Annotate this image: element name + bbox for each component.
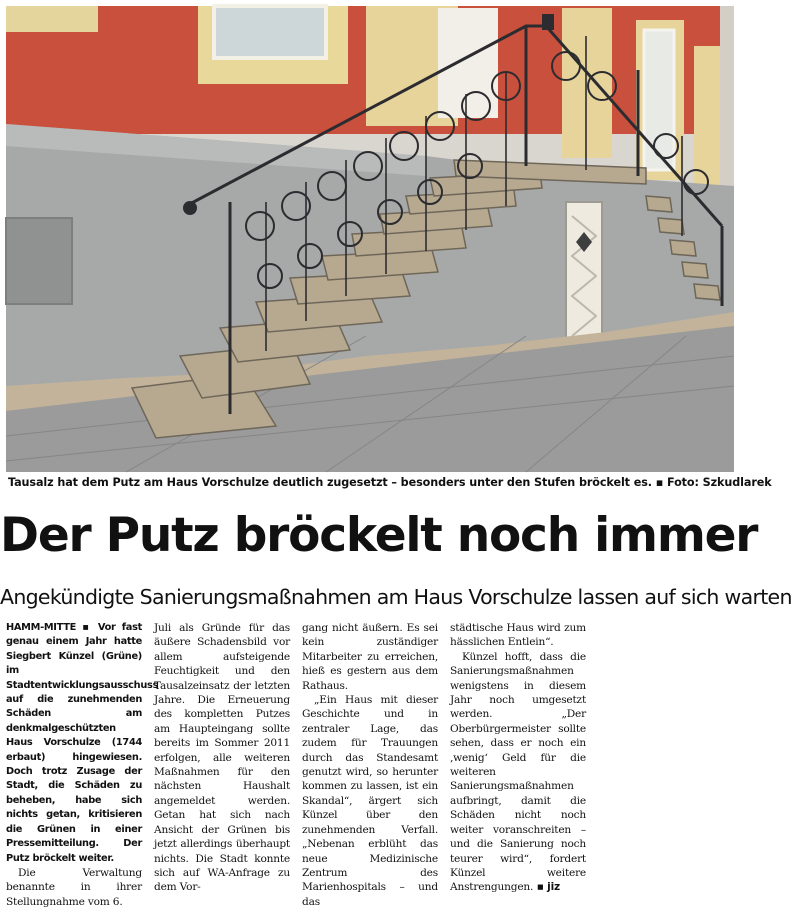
paragraph: städtische Haus wird zum hässlichen Entlein“. xyxy=(450,622,586,649)
staircase-illustration xyxy=(6,6,734,472)
article-subheadline: Angekündigte Sanierungsmaßnahmen am Haus Vorschulze lassen auf sich warten xyxy=(0,585,792,609)
paragraph: „Ein Haus mit dieser Geschichte und in zentraler Lage, das zudem für Trauungen durch das Standesamt genutzt wird, so herunter kommen zu lassen, ist ein Skandal“, ärgert sich Künzel über den zunehmenden Verfall. „Nebenan erblüht das neue Medizinische Zentrum des Marienhospitals – und das xyxy=(302,694,438,908)
photo-caption: Tausalz hat dem Putz am Haus Vorschulze deutlich zugesetzt – besonders unter den Stufen bröckelt es. ▪ Foto: Szkudlarek xyxy=(8,476,772,489)
paragraph-text: Künzel hofft, dass die Sanierungsmaßnahmen wenigstens in diesem Jahr noch umgesetzt werden. „Der Oberbürgermeister sollte sehen, dass er noch ein ‚wenig‘ Geld für die weiteren Sanierungsmaßnahmen aufbringt, damit die Schäden nicht noch weiter voranschreiten – und die Sanierung noch teurer wird“, fordert Künzel weitere Anstrengungen. xyxy=(450,650,586,894)
lead-paragraph xyxy=(6,621,159,866)
article-headline: Der Putz bröckelt noch immer xyxy=(0,508,758,563)
article-body xyxy=(6,621,736,908)
body-column-3 xyxy=(302,621,438,908)
paragraph xyxy=(450,650,586,895)
body-column-2 xyxy=(154,621,290,894)
body-column-4 xyxy=(450,621,586,894)
article-photo xyxy=(6,6,734,472)
dateline: HAMM-MITTE ▪ xyxy=(6,622,92,633)
lead-text: Vor fast genau einem Jahr hatte Siegbert Künzel (Grüne) im Stadtentwicklungsausschuss auf die zunehmenden Schäden am denkmalgeschützten Haus Vorschulze (1744 erbaut) hingewiesen. Doch trotz Zusage der Stadt, die Schäden zu beheben, habe sich nichts getan, kritisieren die Grünen in einer Pressemitteilung. Der Putz bröckelt weiter. xyxy=(6,622,159,864)
author-signature: ▪ jiz xyxy=(533,881,560,894)
paragraph: gang nicht äußern. Es sei kein zuständiger Mitarbeiter zu erreichen, hieß es gestern aus dem Rathaus. xyxy=(302,622,438,692)
paragraph: Juli als Gründe für das äußere Schadensbild vor allem aufsteigende Feuchtigkeit und den Tausalzeinsatz der letzten Jahre. Die Erneuerung des kompletten Putzes am Haupteingang sollte bereits im Sommer 2011 erfolgen, alle weiteren Maßnahmen für den nächsten Haushalt angemeldet werden. Getan hat sich nach Ansicht der Grünen bis jetzt allerdings überhaupt nichts. Die Stadt konnte sich auf WA-Anfrage zu dem Vor- xyxy=(154,622,290,894)
body-column-1 xyxy=(6,621,159,908)
paragraph: Die Verwaltung benannte in ihrer Stellungnahme vom 6. xyxy=(6,866,142,908)
